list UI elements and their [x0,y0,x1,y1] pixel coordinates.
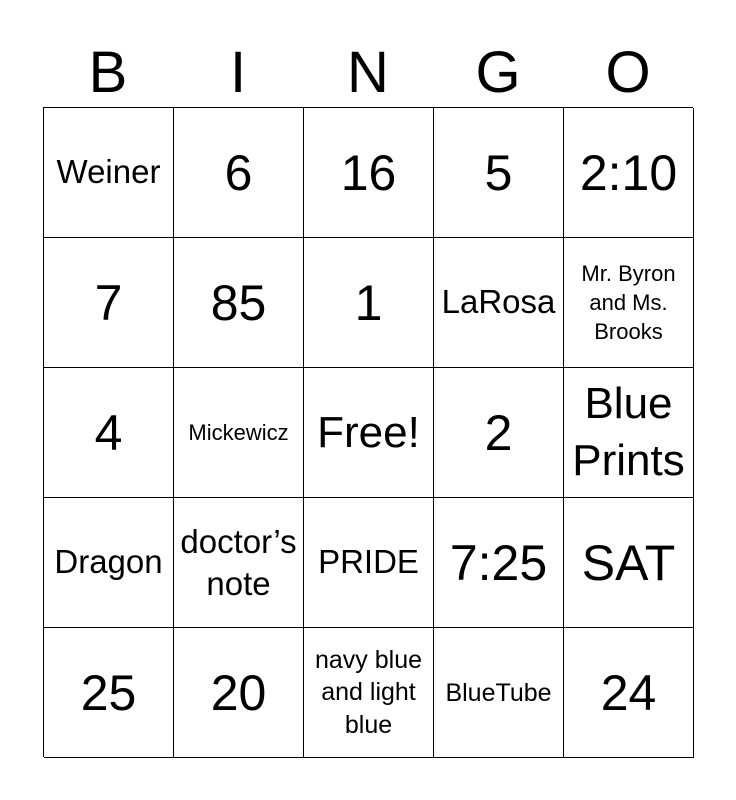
bingo-cell-r3c2[interactable]: Mickewicz [174,368,304,498]
bingo-header [43,40,693,106]
bingo-cell-r3c4[interactable]: 2 [434,368,564,498]
header-letter-n: N [347,40,389,105]
bingo-cell-r4c5[interactable]: SAT [564,498,694,628]
header-letter-g: G [475,40,521,105]
bingo-cell-r2c5[interactable]: Mr. Byron and Ms. Brooks [564,238,694,368]
bingo-cell-r5c4[interactable]: BlueTube [434,628,564,758]
bingo-cell-r5c5[interactable]: 24 [564,628,694,758]
bingo-cell-r4c4[interactable]: 7:25 [434,498,564,628]
bingo-cell-r2c4[interactable]: LaRosa [434,238,564,368]
bingo-cell-r5c1[interactable]: 25 [44,628,174,758]
header-letter-i: I [229,40,247,105]
bingo-cell-r1c3[interactable]: 16 [304,108,434,238]
bingo-cell-r3c1[interactable]: 4 [44,368,174,498]
bingo-cell-r1c1[interactable]: Weiner [44,108,174,238]
header-letter-b: B [88,40,128,105]
bingo-cell-r3c5[interactable]: Blue Prints [564,368,694,498]
bingo-cell-r3c3-free-space[interactable]: Free! [304,368,434,498]
bingo-cell-r5c3[interactable]: navy blue and light blue [304,628,434,758]
bingo-cell-r4c3[interactable]: PRIDE [304,498,434,628]
bingo-cell-r2c2[interactable]: 85 [174,238,304,368]
bingo-cell-r5c2[interactable]: 20 [174,628,304,758]
header-letter-o: O [605,40,651,105]
bingo-cell-r4c1[interactable]: Dragon [44,498,174,628]
bingo-cell-r1c4[interactable]: 5 [434,108,564,238]
bingo-cell-r2c3[interactable]: 1 [304,238,434,368]
bingo-cell-r2c1[interactable]: 7 [44,238,174,368]
bingo-board [43,107,693,757]
bingo-cell-r1c5[interactable]: 2:10 [564,108,694,238]
bingo-cell-r4c2[interactable]: doctor’s note [174,498,304,628]
bingo-cell-r1c2[interactable]: 6 [174,108,304,238]
